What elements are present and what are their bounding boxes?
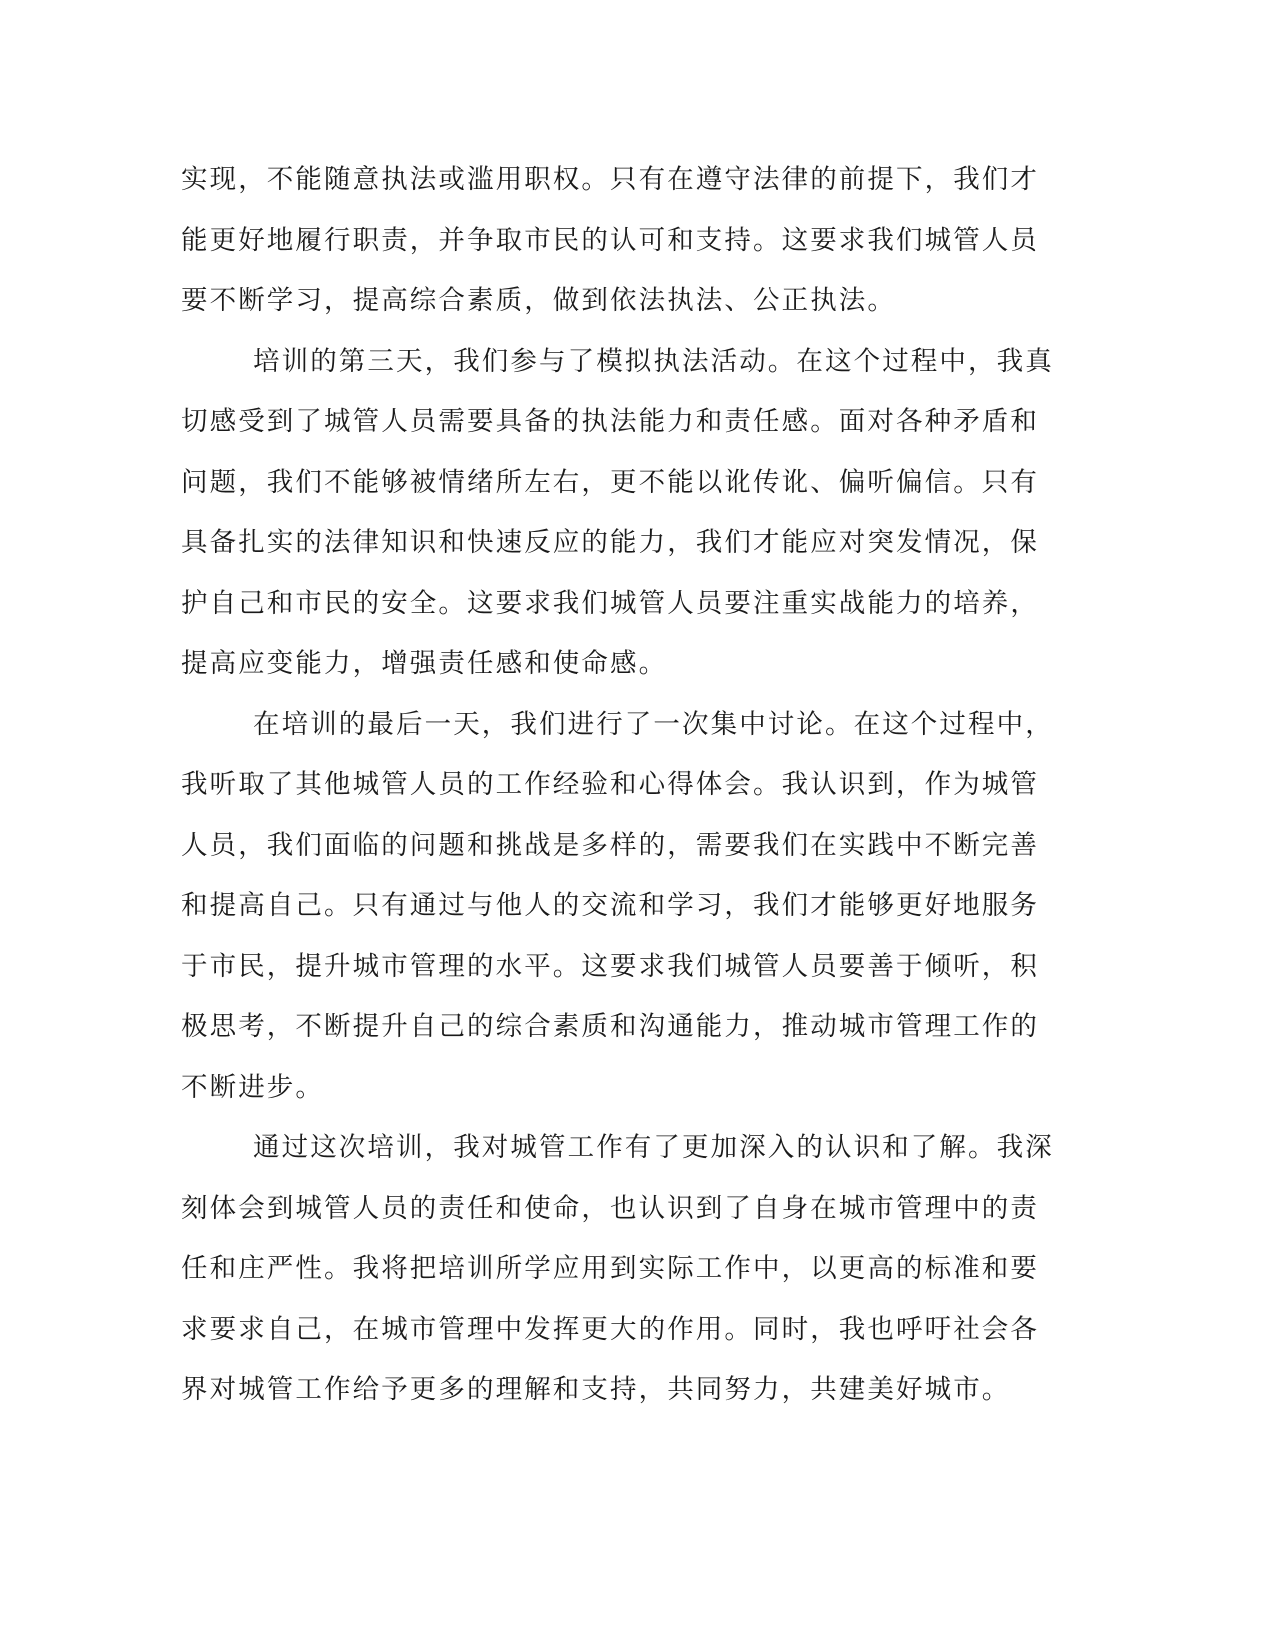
text-line: 不断进步。 — [181, 1071, 324, 1103]
text-line: 人员，我们面临的问题和挑战是多样的，需要我们在实践中不断完善 — [181, 829, 1039, 861]
paragraph-2 — [181, 332, 1054, 695]
text-line: 界对城管工作给予更多的理解和支持，共同努力，共建美好城市。 — [181, 1374, 1011, 1405]
text-line: 刻体会到城管人员的责任和使命，也认识到了自身在城市管理中的责 — [181, 1192, 1039, 1224]
text-line: 能更好地履行职责，并争取市民的认可和支持。这要求我们城管人员 — [181, 224, 1039, 256]
paragraph-1 — [181, 150, 1039, 332]
paragraph-3 — [181, 695, 1054, 1119]
text-line: 于市民，提升城市管理的水平。这要求我们城管人员要善于倾听，积 — [181, 950, 1039, 982]
text-line: 和提高自己。只有通过与他人的交流和学习，我们才能够更好地服务 — [181, 890, 1039, 921]
text-line: 具备扎实的法律知识和快速反应的能力，我们才能应对突发情况，保 — [181, 527, 1039, 558]
text-line: 提高应变能力，增强责任感和使命感。 — [181, 648, 668, 679]
text-line: 问题，我们不能够被情绪所左右，更不能以讹传讹、偏听偏信。只有 — [181, 466, 1039, 498]
text-line: 培训的第三天，我们参与了模拟执法活动。在这个过程中，我真 — [253, 345, 1054, 377]
document-page — [181, 150, 1054, 1421]
paragraph-4 — [181, 1118, 1054, 1421]
text-line: 要不断学习，提高综合素质，做到依法执法、公正执法。 — [181, 285, 896, 316]
text-line: 求要求自己，在城市管理中发挥更大的作用。同时，我也呼吁社会各 — [181, 1313, 1039, 1345]
text-line: 在培训的最后一天，我们进行了一次集中讨论。在这个过程中， — [253, 708, 1054, 740]
text-line: 护自己和市民的安全。这要求我们城管人员要注重实战能力的培养， — [181, 587, 1039, 619]
text-line: 我听取了其他城管人员的工作经验和心得体会。我认识到，作为城管 — [181, 769, 1039, 800]
text-line: 通过这次培训，我对城管工作有了更加深入的认识和了解。我深 — [253, 1132, 1054, 1163]
text-line: 实现，不能随意执法或滥用职权。只有在遵守法律的前提下，我们才 — [181, 164, 1039, 195]
text-line: 任和庄严性。我将把培训所学应用到实际工作中，以更高的标准和要 — [181, 1253, 1039, 1284]
text-line: 极思考，不断提升自己的综合素质和沟通能力，推动城市管理工作的 — [181, 1011, 1039, 1042]
text-line: 切感受到了城管人员需要具备的执法能力和责任感。面对各种矛盾和 — [181, 406, 1039, 437]
